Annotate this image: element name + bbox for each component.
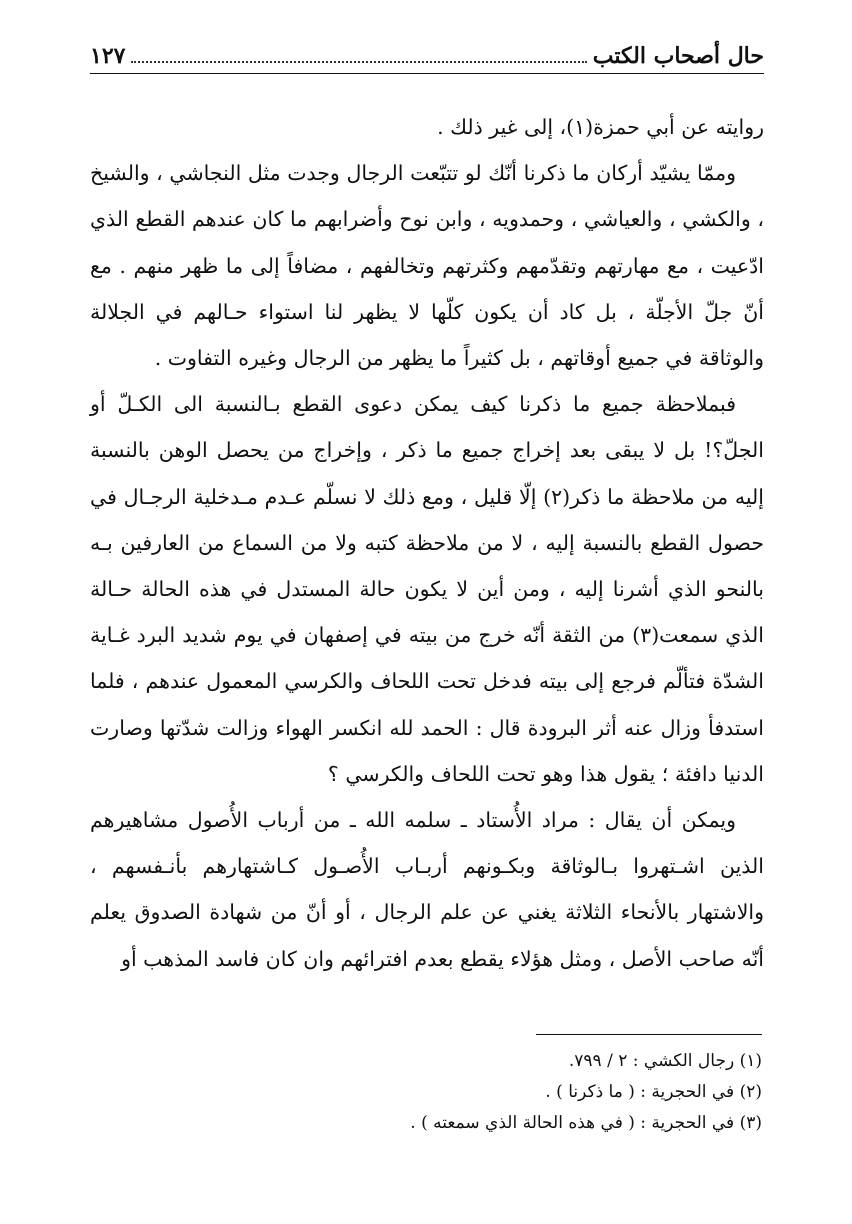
running-title: حال أصحاب الكتب [592,43,764,69]
footnote: (٢) في الحجرية : ( ما ذكرنا ) . [545,1082,762,1102]
footnote: (١) رجال الكشي : ٢ / ٧٩٩. [568,1051,762,1071]
footnote: (٣) في الحجرية : ( في هذه الحالة الذي سمعته ) . [410,1113,762,1133]
footnotes [88,1046,762,1139]
paragraph: ويمكن أن يقال : مراد الأُستاد ـ سلمه الله ـ من أرباب الأُصول مشاهيرهم الذين اشـتهروا بـالوثاقة وبكـونهم أربـاب الأُصـول كـاشتهارهم بأنـفسهم ، والاشتهار بالأنحاء الثلاثة يغني عن علم الرجال ، أو أنّ من شهادة الصدوق يعلم أنّه صاحب الأصل ، ومثل هؤلاء يقطع بعدم افترائهم وان كان فاسد المذهب أو [90,808,764,971]
page-number: ١٢٧ [90,43,126,69]
header-leader-dots [131,59,586,63]
paragraph: فبملاحظة جميع ما ذكرنا كيف يمكن دعوى القطع بـالنسبة الى الكـلّ أو الجلّ؟! بل لا يبقى بعد إخراج جميع ما ذكر ، وإخراج من يحصل الوهن بالنسبة إليه من ملاحظة ما ذكر(٢) إلّا قليل ، ومع ذلك لا نسلّم عـدم مـدخلية الرجـال في حصول القطع بالنسبة إليه ، لا من ملاحظة كتبه ولا من السماع من العارفين بـه بالنحو الذي أشرنا إليه ، ومن أين لا يكون حالة المستدل في هذه الحالة حـالة الذي سمعت(٣) من الثقة أنّه خرج من بيته في إصفهان في يوم شديد البرد غـاية الشدّة فتألّم فرجع إلى بيته فدخل تحت اللحاف والكرسي المعمول عندهم ، فلما استدفأ وزال عنه أثر البرودة قال : الحمد لله انكسر الهواء وزالت شدّتها وصارت الدنيا دافئة ؛ يقول هذا وهو تحت اللحاف والكرسي ؟ [90,392,764,786]
page-header [90,34,764,74]
footnote-divider [536,1034,762,1035]
main-text [90,104,764,982]
paragraph: وممّا يشيّد أركان ما ذكرنا أنّك لو تتبّعت الرجال وجدت مثل النجاشي ، والشيخ ، والكشي ، والعياشي ، وحمدويه ، وابن نوح وأضرابهم ما كان عندهم القطع الذي ادّعيت ، مع مهارتهم وتقدّمهم وكثرتهم وتخالفهم ، مضافاً إلى ما ظهر منهم . مع أنّ جلّ الأجلّة ، بل كاد أن يكون كلّها لا يظهر لنا استواء حـالهم في الجلالة والوثاقة في جميع أوقاتهم ، بل كثيراً ما يظهر من الرجال وغيره التفاوت . [90,161,764,371]
paragraph: روايته عن أبي حمزة(١)، إلى غير ذلك . [437,115,764,139]
